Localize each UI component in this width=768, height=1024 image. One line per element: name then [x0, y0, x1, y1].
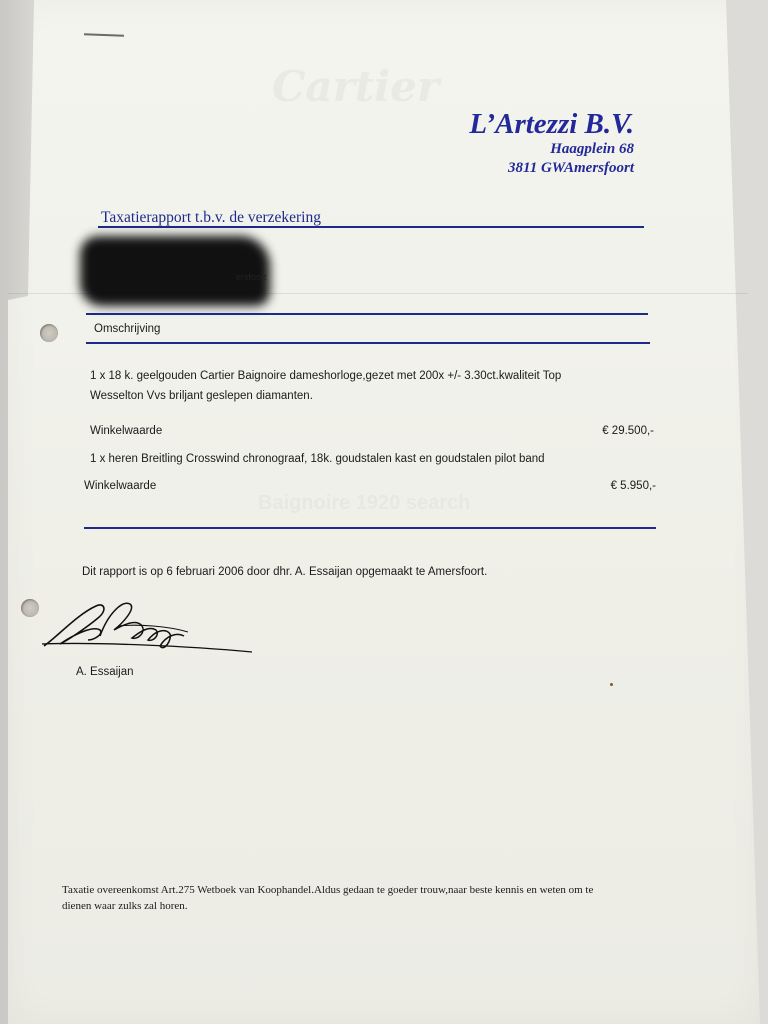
- punch-hole-top: [40, 324, 58, 342]
- footer-line-2: dienen waar zulks zal horen.: [62, 900, 188, 912]
- paper-speck: [610, 683, 613, 686]
- company-name: L’Artezzi B.V.: [469, 108, 634, 140]
- section-rule-bottom: [86, 342, 650, 344]
- letterhead: [469, 108, 634, 178]
- items-end-rule: [84, 527, 656, 529]
- footer-line-1: Taxatie overeenkomst Art.275 Wetboek van Koophandel.Aldus gedaan te goeder trouw,naar beste kennis en weten om te: [62, 884, 594, 896]
- footer-legal-text: [62, 882, 662, 914]
- item-2-value: € 5.950,-: [610, 480, 656, 492]
- cartier-watermark: Cartier: [272, 62, 439, 111]
- item-1-description-line1: 1 x 18 k. geelgouden Cartier Baignoire dameshorloge,gezet met 200x +/- 3.30ct.kwaliteit Top: [90, 370, 562, 382]
- punch-hole-bottom: [21, 599, 39, 617]
- item-2-description: 1 x heren Breitling Crosswind chronograaf, 18k. goudstalen kast en goudstalen pilot band: [90, 453, 545, 465]
- report-title: Taxatierapport t.b.v. de verzekering: [101, 209, 321, 226]
- redacted-recipient-block: [80, 236, 270, 306]
- address-street: Haagplein 68: [550, 141, 634, 157]
- background-watermark-text: Baignoire 1920 search: [258, 492, 471, 514]
- report-statement: Dit rapport is op 6 februari 2006 door dhr. A. Essaijan opgemaakt te Amersfoort.: [82, 566, 488, 578]
- section-label: Omschrijving: [94, 323, 161, 335]
- redacted-fragment: ersfoort: [236, 272, 267, 282]
- section-rule-top: [86, 313, 648, 315]
- item-1-value: € 29.500,-: [602, 425, 654, 437]
- address-city: 3811 GWAmersfoort: [508, 160, 634, 176]
- signer-name: A. Essaijan: [76, 666, 134, 678]
- item-1-description-line2: Wesselton Vvs briljant geslepen diamanten.: [90, 390, 313, 402]
- handwritten-signature: [38, 596, 268, 662]
- item-1-value-label: Winkelwaarde: [90, 425, 163, 437]
- title-rule: [98, 226, 644, 228]
- item-2-value-label: Winkelwaarde: [84, 480, 157, 492]
